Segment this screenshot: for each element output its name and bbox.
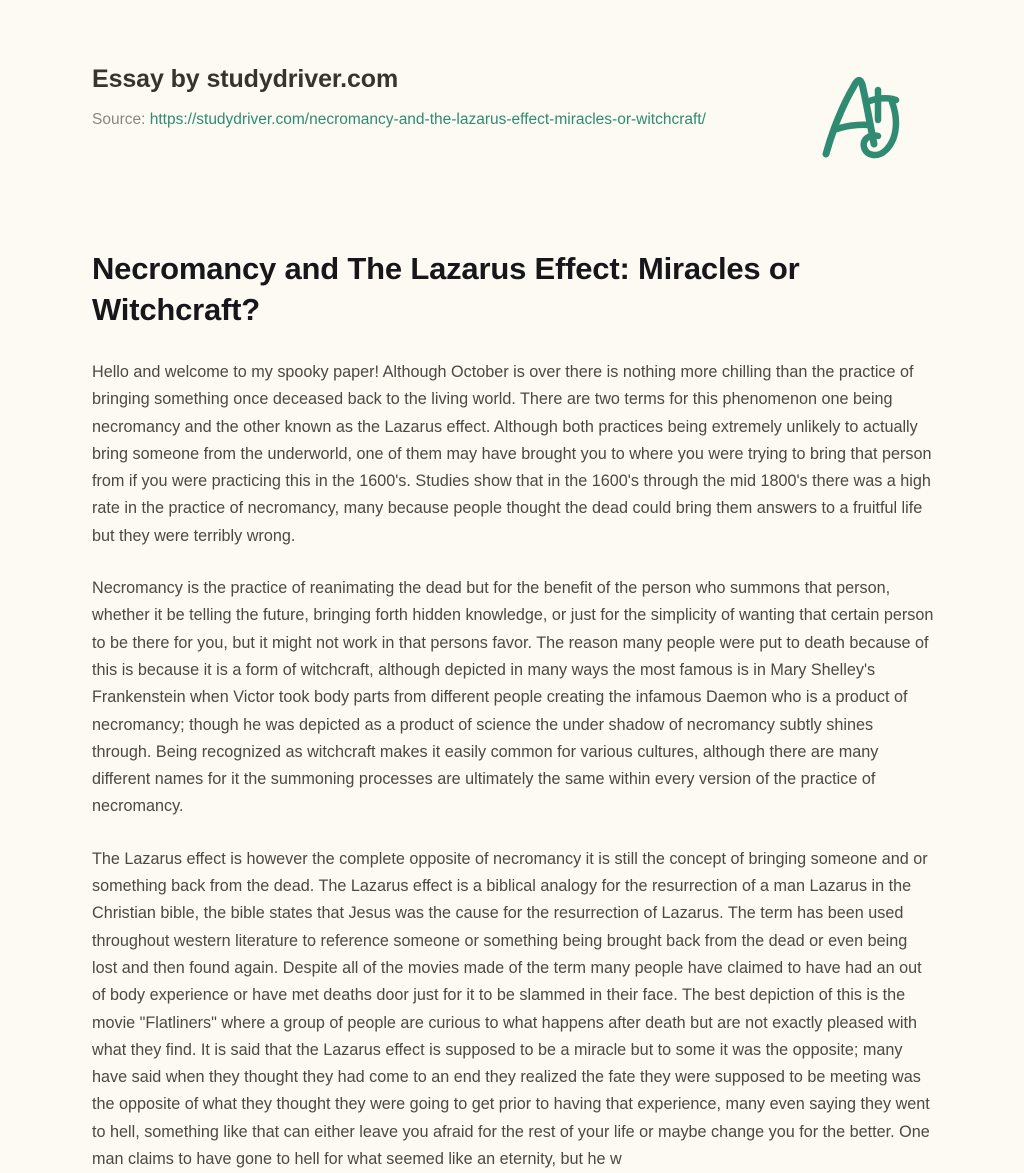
studydriver-a-plus-logo-icon xyxy=(812,62,912,167)
article-paragraph: Hello and welcome to my spooky paper! Although October is over there is nothing more chilling than the practice of bringing something once deceased back to the living world. There are two terms for this phenomenon one being necromancy and the other known as the Lazarus effect. Although both practices being extremely unlikely to actually bring someone from the underworld, one of them may have brought you to where you were trying to bring that person from if you were practicing this in the 1600's. Studies show that in the 1600's through the mid 1800's there was a high rate in the practice of necromancy, many because people thought the dead could bring them answers to a fruitful life but they were terribly wrong. xyxy=(92,363,932,545)
article-paragraph: Necromancy is the practice of reanimating the dead but for the benefit of the person who summons that person, whether it be telling the future, bringing forth hidden knowledge, or just for the simplicity of wanting that certain person to be there for you, but it might not work in that persons favor. The reason many people were put to death because of this is because it is a form of witchcraft, although depicted in many ways the most famous is in Mary Shelley's Frankenstein when Victor took body parts from different people creating the infamous Daemon who is a product of necromancy; though he was depicted as a product of science the under shadow of necromancy subtly shines through. Being recognized as witchcraft makes it easily common for various cultures, although there are many different names for it the summoning processes are ultimately the same within every version of the practice of necromancy. xyxy=(92,579,934,816)
source-line xyxy=(92,107,712,133)
article-body xyxy=(92,359,936,1173)
essay-by-label: Essay by studydriver.com xyxy=(92,65,399,93)
article-container xyxy=(92,248,936,1173)
page-header xyxy=(0,0,1024,200)
source-url-link[interactable]: https://studydriver.com/necromancy-and-the-lazarus-effect-miracles-or-witchcraft/ xyxy=(149,111,706,128)
article-paragraph: The Lazarus effect is however the complete opposite of necromancy it is still the concept of bringing someone and or something back from the dead. The Lazarus effect is a biblical analogy for the resurrection of a man Lazarus in the Christian bible, the bible states that Jesus was the cause for the resurrection of Lazarus. The term has been used throughout western literature to reference someone or something being brought back from the dead or even being lost and then found again. Despite all of the movies made of the term many people have claimed to have had an out of body experience or have met deaths door just for it to be slammed in their face. The best depiction of this is the movie "Flatliners" where a group of people are curious to what happens after death but are not exactly pleased with what they find. It is said that the Lazarus effect is supposed to be a miracle but to some it was the opposite; many have said when they thought they had come to an end they realized the fate they were supposed to be meeting was the opposite of what they thought they were going to get prior to having that experience, many even saying they went to hell, something like that can either leave you afraid for the rest of your life or maybe change you for the better. One man claims to have gone to hell for what seemed like an eternity, but he w xyxy=(92,849,930,1169)
page-title: Necromancy and The Lazarus Effect: Miracles or Witchcraft? xyxy=(92,251,800,327)
source-label: Source: xyxy=(92,111,150,128)
